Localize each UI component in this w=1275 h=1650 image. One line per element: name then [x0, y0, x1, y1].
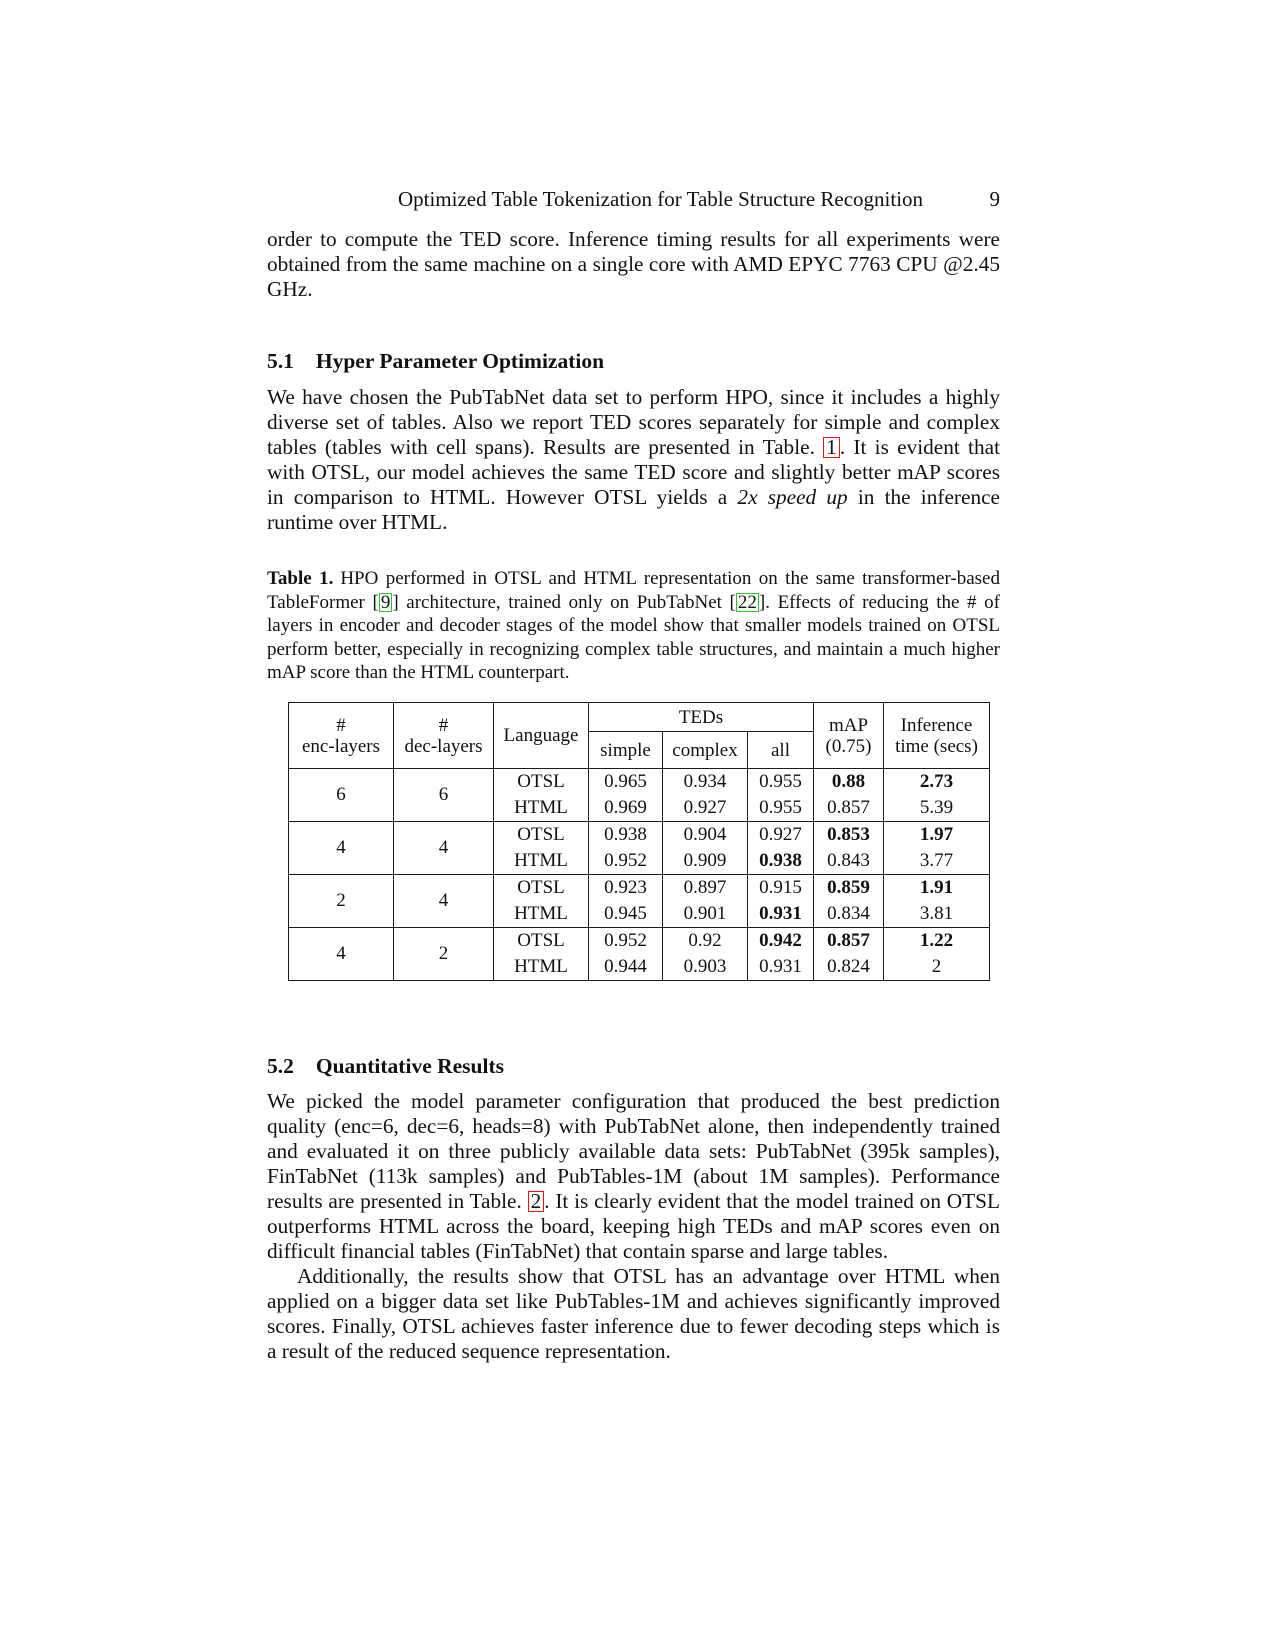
cell-teds-all: 0.931 — [748, 901, 814, 928]
cell-teds-complex: 0.92 — [663, 928, 748, 955]
cell-teds-all: 0.915 — [748, 875, 814, 902]
running-head — [267, 187, 1000, 212]
section-title: Quantitative Results — [315, 1054, 504, 1078]
cell-teds-all: 0.955 — [748, 795, 814, 822]
header-simple: simple — [589, 732, 663, 769]
header-line: time (secs) — [895, 735, 978, 757]
cell-language: HTML — [494, 901, 589, 928]
citation-22-link[interactable]: 22 — [737, 591, 757, 613]
header-dec-layers — [394, 703, 494, 769]
table-header-row — [289, 703, 990, 732]
header-complex: complex — [663, 732, 748, 769]
cell-language: OTSL — [494, 769, 589, 796]
cell-enc: 4 — [289, 822, 394, 875]
cell-teds-simple: 0.965 — [589, 769, 663, 796]
cell-enc: 6 — [289, 769, 394, 822]
cell-time: 5.39 — [884, 795, 990, 822]
text-run: We picked the model parameter configuration that produced the best prediction quality (enc=6, dec=6, heads=8) with PubTabNet alone, then independently trained and evaluated it on three publicly available data sets: PubTabNet (395k samples), FinTabNet (113k samples) and PubTables-1M (about 1M samples). Performance results are presented in Table. — [267, 1089, 1000, 1213]
cell-map: 0.824 — [814, 954, 884, 981]
caption-label: Table 1. — [267, 568, 334, 589]
cell-language: HTML — [494, 848, 589, 875]
cell-teds-simple: 0.923 — [589, 875, 663, 902]
section-number: 5.2 — [267, 1054, 294, 1078]
section-5-2-paragraph-1 — [267, 1089, 1000, 1264]
cell-teds-complex: 0.934 — [663, 769, 748, 796]
cell-teds-simple: 0.952 — [589, 928, 663, 955]
table-row — [289, 769, 990, 796]
results-table-1 — [288, 702, 990, 981]
cell-teds-complex: 0.927 — [663, 795, 748, 822]
text-run: order to compute the TED score. Inference timing results for all experiments were obtained from the same machine on a single core with AMD EPYC 7763 CPU @2.45 GHz. — [267, 227, 1000, 301]
cell-teds-all: 0.942 — [748, 928, 814, 955]
cell-dec: 4 — [394, 875, 494, 928]
cell-map: 0.853 — [814, 822, 884, 849]
cell-teds-simple: 0.952 — [589, 848, 663, 875]
cell-language: OTSL — [494, 928, 589, 955]
table-1-caption — [267, 567, 1000, 685]
header-teds: TEDs — [589, 703, 814, 732]
italic-phrase: 2x speed up — [737, 485, 848, 509]
cell-time: 1.22 — [884, 928, 990, 955]
cell-teds-all: 0.931 — [748, 954, 814, 981]
cell-map: 0.859 — [814, 875, 884, 902]
cell-teds-complex: 0.904 — [663, 822, 748, 849]
cell-time: 3.77 — [884, 848, 990, 875]
cell-map: 0.834 — [814, 901, 884, 928]
section-5-1-paragraph — [267, 385, 1000, 535]
text-run: in the inference runtime over HTML. — [267, 485, 1000, 534]
header-enc-layers — [289, 703, 394, 769]
header-line: mAP — [828, 714, 869, 736]
cell-map: 0.857 — [814, 795, 884, 822]
cell-teds-complex: 0.909 — [663, 848, 748, 875]
table-1-reference-link[interactable]: 1 — [823, 437, 840, 458]
cell-dec: 2 — [394, 928, 494, 981]
cell-enc: 4 — [289, 928, 394, 981]
running-head-title: Optimized Table Tokenization for Table Structure Recognition — [397, 187, 924, 211]
cell-teds-complex: 0.903 — [663, 954, 748, 981]
header-line: dec-layers — [404, 735, 483, 757]
text-run: . It is clearly evident that the model trained on OTSL outperforms HTML across the board, keeping high TEDs and mAP scores even on difficult financial tables (FinTabNet) that contain sparse and large tables. — [267, 1189, 1000, 1263]
cell-dec: 6 — [394, 769, 494, 822]
section-heading-5-2 — [267, 1054, 1000, 1078]
cell-teds-simple: 0.944 — [589, 954, 663, 981]
cell-map: 0.843 — [814, 848, 884, 875]
table-row — [289, 875, 990, 902]
citation-9-link[interactable]: 9 — [380, 591, 391, 613]
header-inference-time — [884, 703, 990, 769]
section-5-2-paragraph-2 — [267, 1264, 1000, 1364]
cell-teds-simple: 0.969 — [589, 795, 663, 822]
cell-teds-simple: 0.938 — [589, 822, 663, 849]
section-title: Hyper Parameter Optimization — [315, 349, 605, 373]
header-language: Language — [494, 703, 589, 769]
table-row — [289, 928, 990, 955]
header-map — [814, 703, 884, 769]
table-2-reference-link[interactable]: 2 — [528, 1191, 545, 1212]
text-run: Additionally, the results show that OTSL has an advantage over HTML when applied on a bigger data set like PubTables-1M and achieves significantly improved scores. Finally, OTSL achieves faster inference due to fewer decoding steps which is a result of the reduced sequence representation. — [267, 1264, 1000, 1363]
cell-language: HTML — [494, 795, 589, 822]
cell-teds-complex: 0.897 — [663, 875, 748, 902]
cell-map: 0.88 — [814, 769, 884, 796]
cell-teds-all: 0.938 — [748, 848, 814, 875]
cell-language: OTSL — [494, 875, 589, 902]
header-line: (0.75) — [825, 735, 872, 757]
cell-time: 1.91 — [884, 875, 990, 902]
header-line: Inference — [900, 714, 973, 736]
section-number: 5.1 — [267, 349, 294, 373]
text-run: . It is evident that with OTSL, our model achieves the same TED score and slightly better mAP scores in comparison to HTML. However OTSL yields a — [267, 435, 1000, 509]
cell-language: HTML — [494, 954, 589, 981]
text-run: ] architecture, trained only on PubTabNet [ — [392, 591, 736, 613]
cell-time: 2.73 — [884, 769, 990, 796]
intro-paragraph — [267, 227, 1000, 302]
header-line: enc-layers — [301, 735, 381, 757]
cell-teds-all: 0.955 — [748, 769, 814, 796]
cell-language: OTSL — [494, 822, 589, 849]
header-line: # — [336, 714, 346, 736]
header-line: # — [438, 714, 449, 736]
cell-teds-simple: 0.945 — [589, 901, 663, 928]
cell-time: 1.97 — [884, 822, 990, 849]
table-row — [289, 822, 990, 849]
cell-enc: 2 — [289, 875, 394, 928]
text-run: We have chosen the PubTabNet data set to perform HPO, since it includes a highly diverse set of tables. Also we report TED scores separately for simple and complex tables (tables with cell spans). Results are presented in Table. — [267, 385, 1000, 459]
header-all: all — [748, 732, 814, 769]
page-number: 9 — [989, 187, 1000, 211]
text-run: HPO performed in OTSL and HTML representation on the same transformer-based TableFormer [ — [267, 568, 1000, 613]
cell-map: 0.857 — [814, 928, 884, 955]
cell-dec: 4 — [394, 822, 494, 875]
cell-teds-complex: 0.901 — [663, 901, 748, 928]
text-run: ]. Effects of reducing the # of layers in encoder and decoder stages of the model show that smaller models trained on OTSL perform better, especially in recognizing complex table structures, and maintain a much higher mAP score than the HTML counterpart. — [267, 591, 1000, 683]
section-heading-5-1 — [267, 349, 1000, 373]
cell-time: 3.81 — [884, 901, 990, 928]
section-5-2-body — [267, 1089, 1000, 1364]
cell-teds-all: 0.927 — [748, 822, 814, 849]
cell-time: 2 — [884, 954, 990, 981]
